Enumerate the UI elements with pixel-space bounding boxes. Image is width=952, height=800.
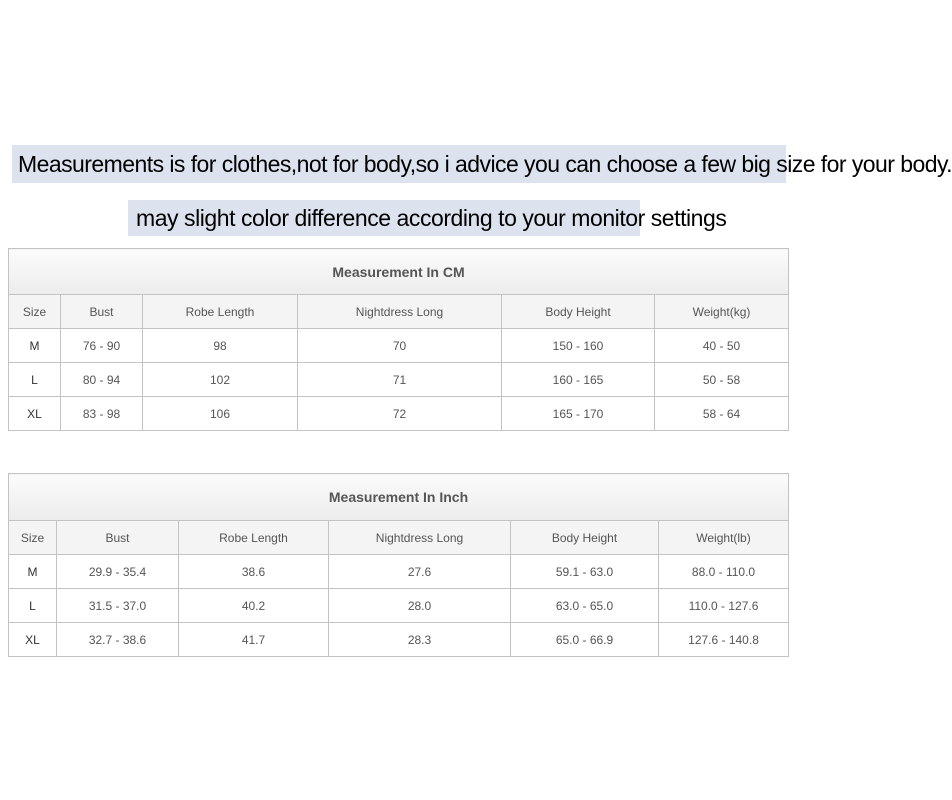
note-color-difference: may slight color difference according to your monitor settings <box>128 200 640 236</box>
cell-bust: 31.5 - 37.0 <box>57 589 179 623</box>
note-measurements-for-clothes: Measurements is for clothes,not for body,so i advice you can choose a few big size for your body. <box>12 145 786 183</box>
cell-size: L <box>9 589 57 623</box>
cell-robe-length: 41.7 <box>179 623 329 657</box>
header-bust: Bust <box>61 295 143 329</box>
header-robe-length: Robe Length <box>179 521 329 555</box>
cell-size: M <box>9 329 61 363</box>
cell-weight: 88.0 - 110.0 <box>659 555 789 589</box>
cell-body-height: 165 - 170 <box>502 397 655 431</box>
cell-bust: 80 - 94 <box>61 363 143 397</box>
header-size: Size <box>9 295 61 329</box>
cell-bust: 32.7 - 38.6 <box>57 623 179 657</box>
cell-nightdress-long: 28.3 <box>329 623 511 657</box>
table-title: Measurement In CM <box>9 249 789 295</box>
cell-nightdress-long: 72 <box>298 397 502 431</box>
cell-body-height: 59.1 - 63.0 <box>511 555 659 589</box>
cell-bust: 76 - 90 <box>61 329 143 363</box>
cell-bust: 83 - 98 <box>61 397 143 431</box>
table-header-row <box>9 521 789 555</box>
cell-body-height: 65.0 - 66.9 <box>511 623 659 657</box>
cell-size: L <box>9 363 61 397</box>
table-row <box>9 329 789 363</box>
cell-robe-length: 102 <box>143 363 298 397</box>
header-size: Size <box>9 521 57 555</box>
cell-robe-length: 98 <box>143 329 298 363</box>
table-row <box>9 589 789 623</box>
cell-weight: 40 - 50 <box>655 329 789 363</box>
cell-robe-length: 38.6 <box>179 555 329 589</box>
header-robe-length: Robe Length <box>143 295 298 329</box>
cell-body-height: 160 - 165 <box>502 363 655 397</box>
header-nightdress-long: Nightdress Long <box>329 521 511 555</box>
header-body-height: Body Height <box>511 521 659 555</box>
cell-body-height: 63.0 - 65.0 <box>511 589 659 623</box>
table-title: Measurement In Inch <box>9 474 789 521</box>
cell-weight: 50 - 58 <box>655 363 789 397</box>
cell-size: XL <box>9 397 61 431</box>
header-weight: Weight(lb) <box>659 521 789 555</box>
cell-nightdress-long: 27.6 <box>329 555 511 589</box>
table-header-row <box>9 295 789 329</box>
table-row <box>9 623 789 657</box>
cell-body-height: 150 - 160 <box>502 329 655 363</box>
size-table-inch <box>8 473 789 657</box>
size-table-cm <box>8 248 789 431</box>
table-row <box>9 555 789 589</box>
cell-robe-length: 40.2 <box>179 589 329 623</box>
header-nightdress-long: Nightdress Long <box>298 295 502 329</box>
cell-nightdress-long: 70 <box>298 329 502 363</box>
cell-weight: 58 - 64 <box>655 397 789 431</box>
cell-robe-length: 106 <box>143 397 298 431</box>
header-body-height: Body Height <box>502 295 655 329</box>
cell-weight: 127.6 - 140.8 <box>659 623 789 657</box>
cell-bust: 29.9 - 35.4 <box>57 555 179 589</box>
header-bust: Bust <box>57 521 179 555</box>
cell-nightdress-long: 28.0 <box>329 589 511 623</box>
header-weight: Weight(kg) <box>655 295 789 329</box>
cell-weight: 110.0 - 127.6 <box>659 589 789 623</box>
table-row <box>9 397 789 431</box>
table-row <box>9 363 789 397</box>
cell-size: XL <box>9 623 57 657</box>
cell-nightdress-long: 71 <box>298 363 502 397</box>
cell-size: M <box>9 555 57 589</box>
